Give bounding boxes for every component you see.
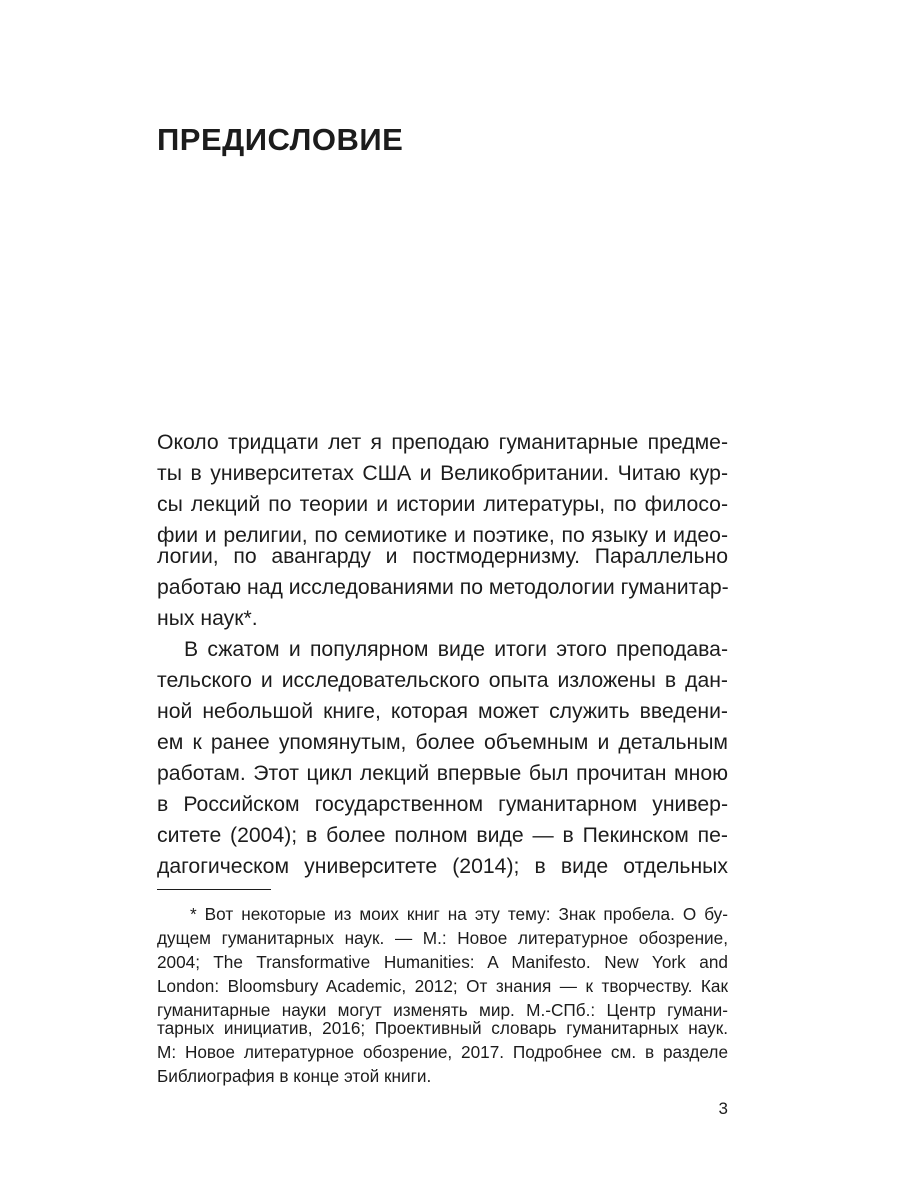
footnote-line: * Вот некоторые из моих книг на эту тему: Знак пробела. О бу- <box>190 904 728 924</box>
body-line: тельского и исследовательского опыта изложены в дан- <box>157 669 728 692</box>
body-line: Около тридцати лет я преподаю гуманитарные предме- <box>157 431 728 454</box>
footnote-line: М: Новое литературное обозрение, 2017. Подробнее см. в разделе <box>157 1042 728 1062</box>
footnote-line: 2004; The Transformative Humanities: A Manifesto. New York and <box>157 952 728 972</box>
body-line: работам. Этот цикл лекций впервые был прочитан мною <box>157 762 728 785</box>
chapter-title: ПРЕДИСЛОВИЕ <box>157 122 404 157</box>
body-line: в Российском государственном гуманитарном универ- <box>157 793 728 816</box>
body-line: сы лекций по теории и истории литературы, по филосо- <box>157 493 728 516</box>
body-line: ных наук*. <box>157 607 258 630</box>
footnote-line: London: Bloomsbury Academic, 2012; От знания — к творчеству. Как <box>157 976 728 996</box>
body-line: логии, по авангарду и постмодернизму. Параллельно <box>157 545 728 568</box>
page-number: 3 <box>718 1099 728 1118</box>
body-line: В сжатом и популярном виде итоги этого преподава- <box>184 638 728 661</box>
body-line: ем к ранее упомянутым, более объемным и детальным <box>157 731 728 754</box>
body-line: работаю над исследованиями по методологии гуманитар- <box>157 576 729 599</box>
body-line: ной небольшой книге, которая может служить введени- <box>157 700 728 723</box>
footnote-separator <box>157 889 271 890</box>
footnote-line: дущем гуманитарных наук. — М.: Новое литературное обозрение, <box>157 928 728 948</box>
body-line: ситете (2004); в более полном виде — в Пекинском пе- <box>157 824 728 847</box>
footnote-line: Библиография в конце этой книги. <box>157 1066 432 1086</box>
footnote-line: гуманитарные науки могут изменять мир. М.-СПб.: Центр гумани- <box>157 1000 728 1020</box>
body-line: фии и религии, по семиотике и поэтике, по языку и идео- <box>157 524 728 547</box>
footnote-line: тарных инициатив, 2016; Проективный словарь гуманитарных наук. <box>157 1018 728 1038</box>
body-line: ты в университетах США и Великобритании. Читаю кур- <box>157 462 728 485</box>
body-line: дагогическом университете (2014); в виде отдельных <box>157 855 728 878</box>
